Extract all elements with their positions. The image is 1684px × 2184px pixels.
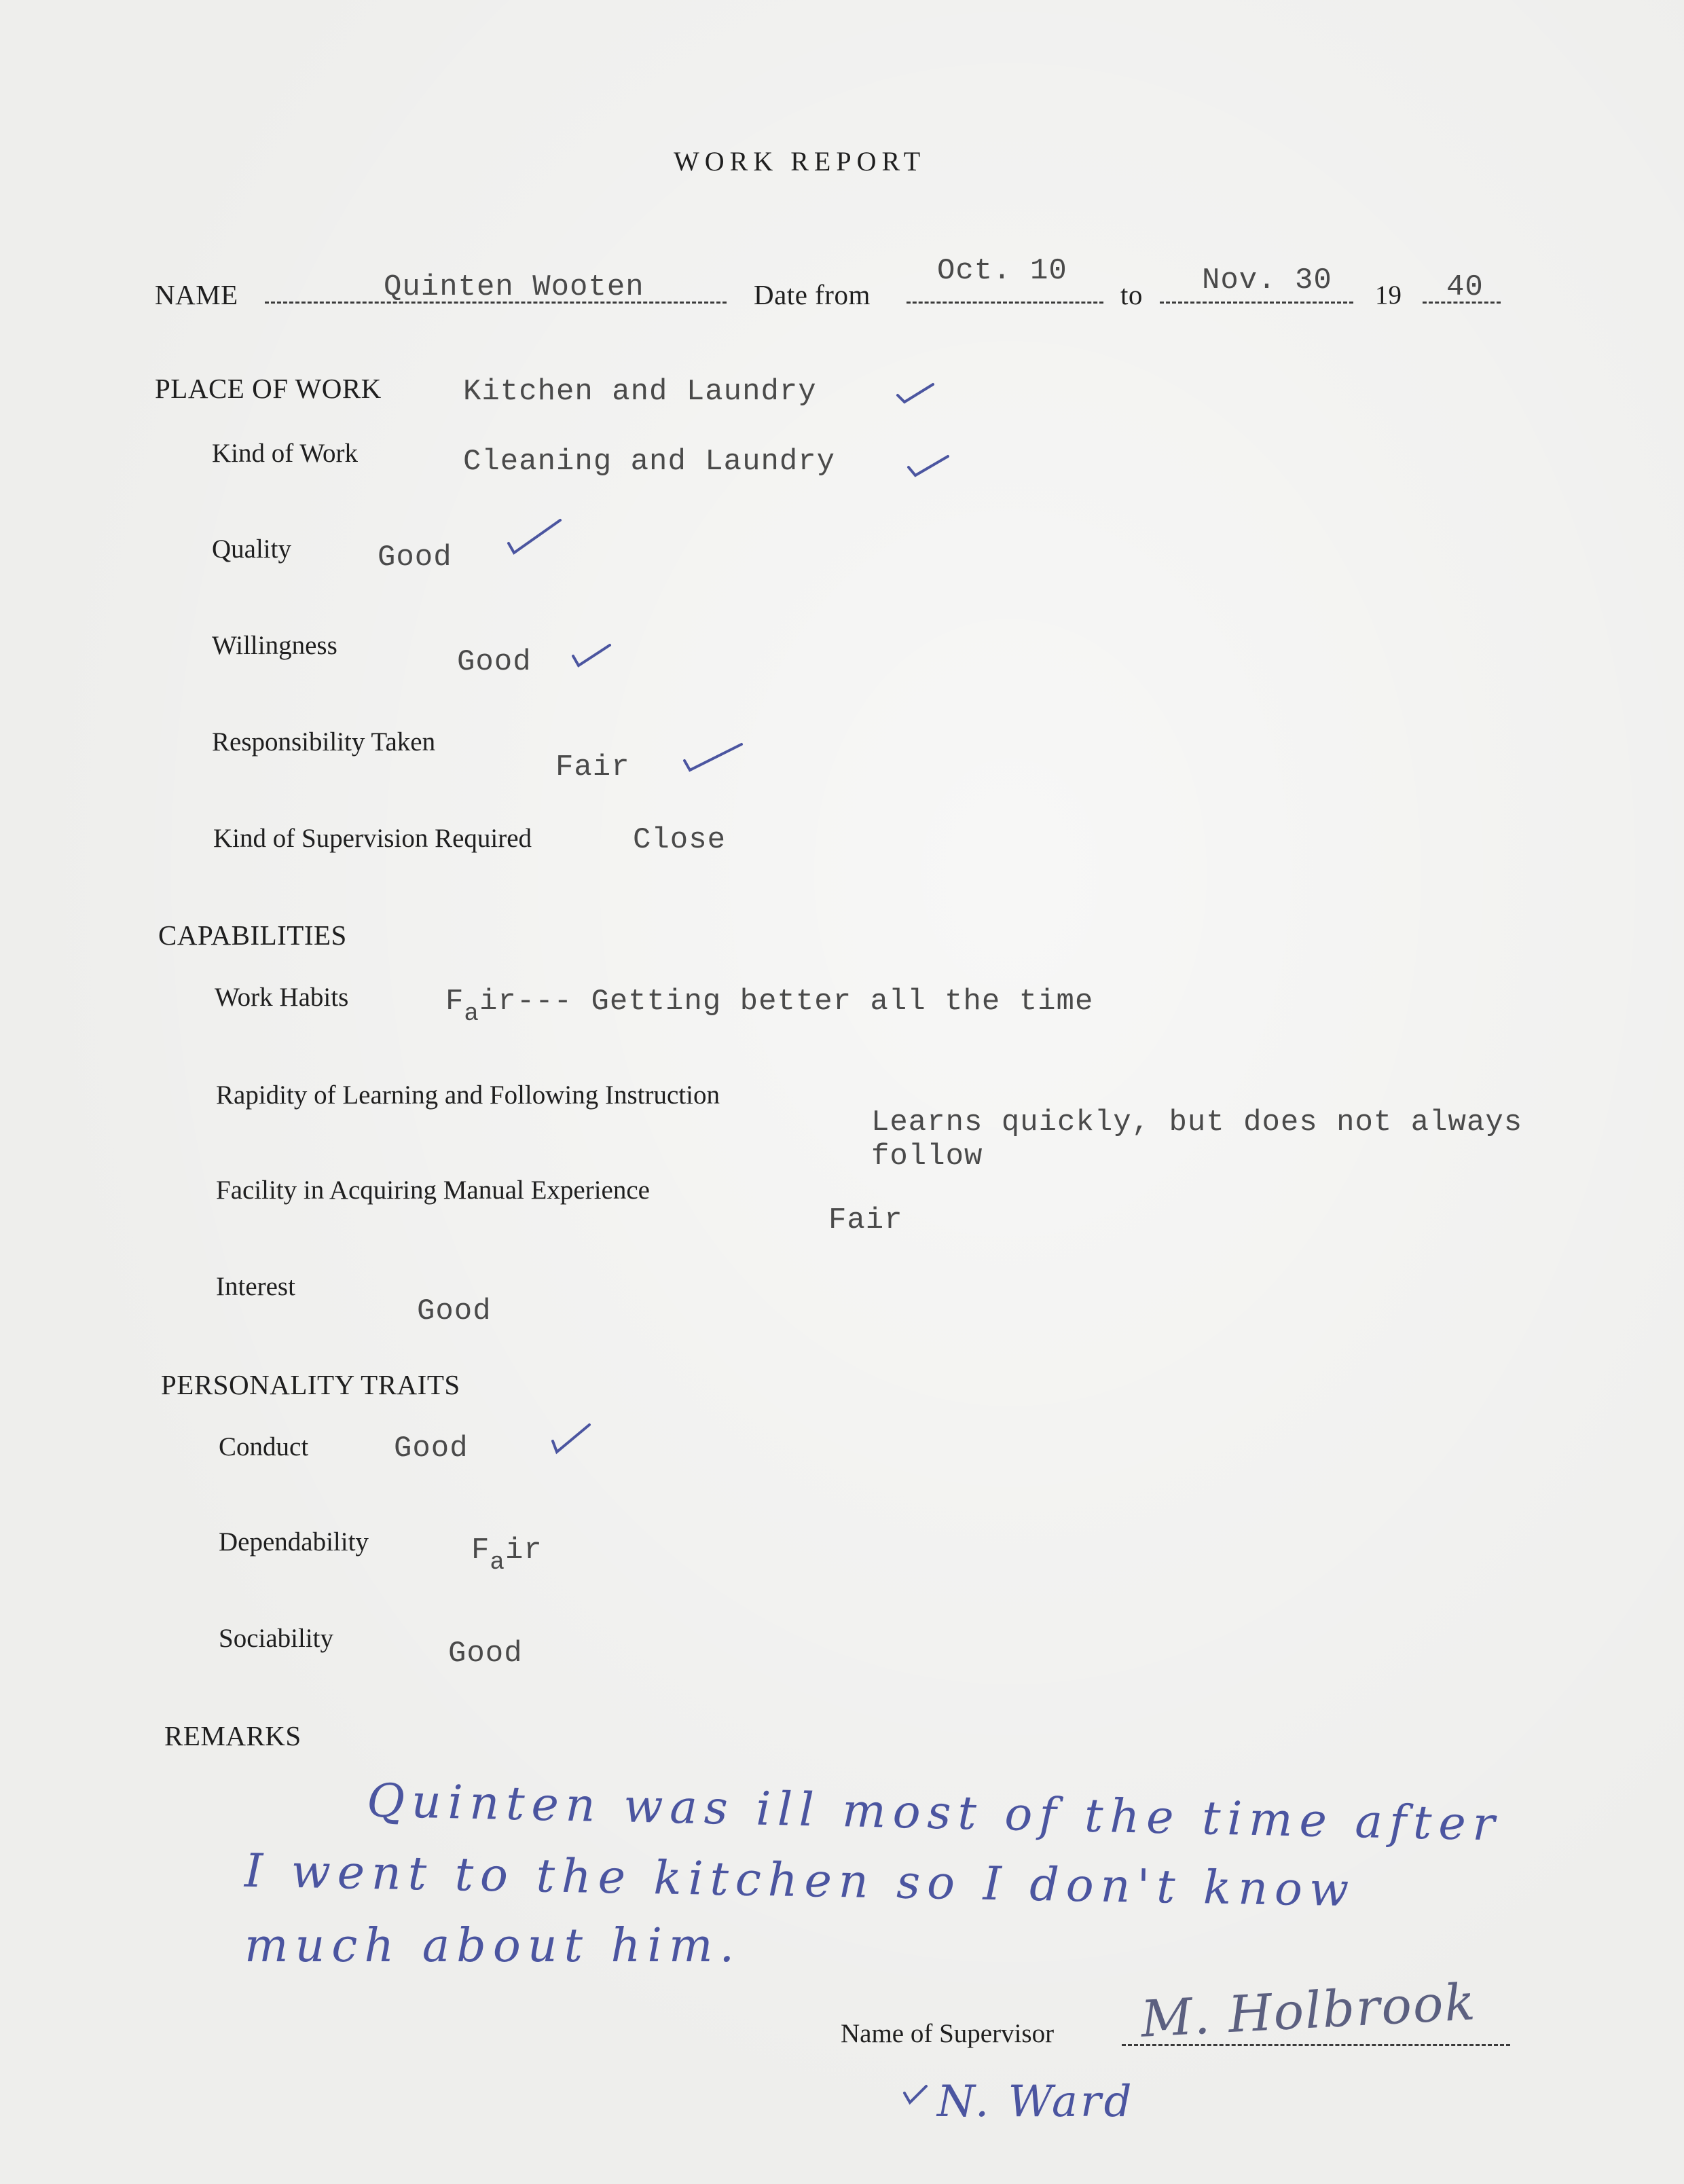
responsibility-value: Fair: [555, 750, 630, 784]
sociability-label: Sociability: [219, 1624, 333, 1653]
dependability-rest: ir: [505, 1533, 543, 1567]
to-label: to: [1120, 279, 1143, 310]
date-from-value: Oct. 10: [937, 254, 1067, 288]
willingness-value: Good: [457, 645, 532, 679]
capabilities-label: CAPABILITIES: [158, 920, 347, 951]
checkmark-icon: [682, 740, 744, 774]
dependability-F: F: [471, 1533, 490, 1567]
kind-of-work-value: Cleaning and Laundry: [463, 445, 836, 479]
rapidity-value-line1: Learns quickly, but does not always: [871, 1106, 1523, 1140]
page-title: WORK REPORT: [674, 146, 926, 177]
facility-label: Facility in Acquiring Manual Experience: [216, 1176, 650, 1205]
work-habits-value: [445, 985, 1094, 1027]
work-habits-a: a: [464, 1000, 480, 1027]
quality-value: Good: [378, 541, 452, 575]
sociability-value: Good: [448, 1637, 523, 1671]
responsibility-label: Responsibility Taken: [212, 727, 436, 757]
remarks-handwritten-line1: Quinten was ill most of the time after: [366, 1774, 1502, 1852]
place-of-work-label: PLACE OF WORK: [155, 373, 382, 404]
facility-value: Fair: [828, 1203, 903, 1237]
interest-label: Interest: [216, 1272, 295, 1301]
checkmark-icon: [895, 380, 936, 407]
remarks-label: REMARKS: [164, 1720, 301, 1751]
checkmark-icon: [570, 641, 612, 670]
willingness-label: Willingness: [212, 631, 337, 660]
second-signature: N. Ward: [937, 2077, 1135, 2127]
date-from-underline: [907, 302, 1103, 304]
quality-label: Quality: [212, 534, 291, 564]
year-value: 40: [1446, 270, 1484, 304]
name-value: Quinten Wooten: [384, 270, 644, 304]
work-habits-label: Work Habits: [215, 983, 349, 1012]
supervision-label: Kind of Supervision Required: [213, 824, 532, 853]
year-prefix: 19: [1375, 280, 1402, 310]
remarks-handwritten-line2: I went to the kitchen so I don't know: [244, 1844, 1356, 1918]
checkmark-icon: [506, 516, 563, 557]
checkmark-icon: [906, 452, 951, 481]
dependability-value: [471, 1533, 543, 1576]
date-to-value: Nov. 30: [1202, 263, 1332, 297]
name-label: NAME: [155, 279, 238, 310]
dependability-a: a: [490, 1548, 506, 1576]
place-of-work-value: Kitchen and Laundry: [463, 375, 817, 409]
date-to-underline: [1160, 302, 1353, 304]
interest-value: Good: [417, 1294, 492, 1328]
supervisor-label: Name of Supervisor: [841, 2019, 1055, 2048]
work-habits-F: F: [445, 985, 464, 1019]
supervision-value: Close: [633, 823, 727, 857]
conduct-value: Good: [394, 1432, 469, 1466]
date-from-label: Date from: [754, 279, 871, 310]
work-habits-rest: ir--- Getting better all the time: [479, 985, 1094, 1019]
supervisor-signature: M. Holbrook: [1139, 1973, 1478, 2049]
dependability-label: Dependability: [219, 1527, 369, 1557]
rapidity-label: Rapidity of Learning and Following Instruction: [216, 1080, 720, 1110]
checkmark-icon: [550, 1421, 592, 1456]
rapidity-value-line2: follow: [871, 1140, 983, 1173]
personality-traits-label: PERSONALITY TRAITS: [161, 1369, 460, 1400]
remarks-handwritten-line3: much about him.: [244, 1919, 742, 1973]
checkmark-icon: [902, 2082, 929, 2107]
kind-of-work-label: Kind of Work: [212, 439, 358, 468]
conduct-label: Conduct: [219, 1432, 309, 1461]
